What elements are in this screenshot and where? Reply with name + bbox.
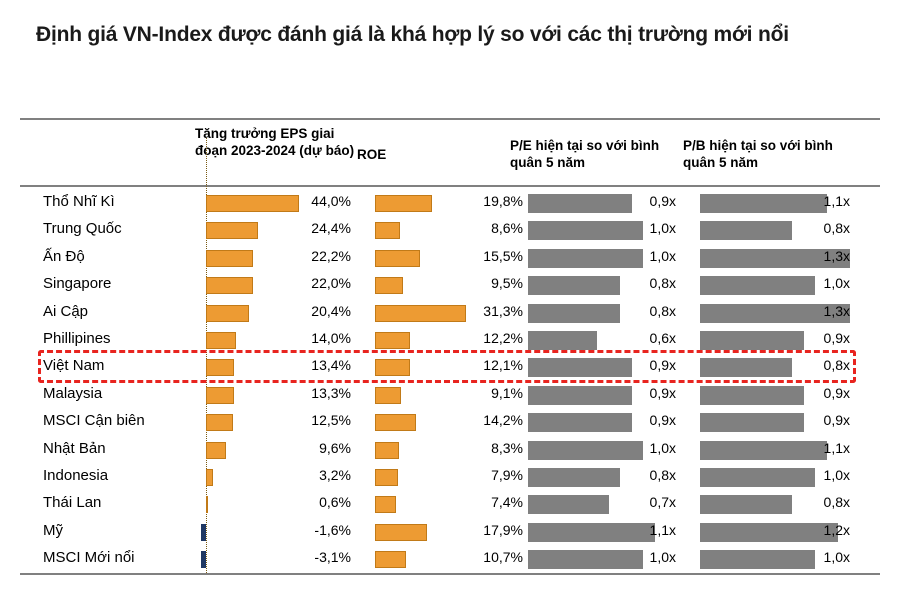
eps-value: 3,2% <box>319 467 351 483</box>
row-label-market: Malaysia <box>43 384 103 402</box>
pe-value: 0,9x <box>649 384 676 401</box>
table-row <box>20 436 880 466</box>
pe-bar <box>528 331 597 350</box>
pb-value: 0,8x <box>823 220 850 237</box>
eps-bar <box>206 332 236 349</box>
pe-value: 1,1x <box>649 521 676 538</box>
roe-bar <box>375 359 410 376</box>
table-row <box>20 353 880 383</box>
roe-bar <box>375 442 399 459</box>
row-label-market: Nhật Bản <box>43 439 106 457</box>
page-title: Định giá VN-Index được đánh giá là khá hợp lý so với các thị trường mới nổi <box>36 23 789 46</box>
pe-value: 0,9x <box>649 412 676 429</box>
row-label-market: Trung Quốc <box>43 220 122 238</box>
pe-value: 1,0x <box>649 247 676 264</box>
pe-value: 0,8x <box>649 302 676 319</box>
table-row <box>20 545 880 575</box>
roe-value: 8,6% <box>491 220 523 237</box>
eps-value: 24,4% <box>311 220 351 237</box>
eps-value: 20,4% <box>311 302 351 319</box>
roe-bar <box>375 551 406 568</box>
row-label-market: Thổ Nhĩ Kì <box>43 193 115 210</box>
roe-bar <box>375 414 416 431</box>
table-row <box>20 326 880 356</box>
roe-bar <box>375 496 396 513</box>
table-row <box>20 244 880 274</box>
pe-value: 0,6x <box>649 330 676 346</box>
row-label-market: Việt Nam <box>43 357 105 375</box>
row-label-market: Phillipines <box>43 330 111 347</box>
pb-value: 1,1x <box>823 193 850 209</box>
roe-bar <box>375 222 400 239</box>
table-row <box>20 271 880 301</box>
roe-value: 7,9% <box>491 467 523 483</box>
rule-header <box>20 185 880 187</box>
roe-bar <box>375 387 401 404</box>
eps-bar <box>206 442 226 459</box>
eps-bar <box>201 524 206 541</box>
pe-value: 1,0x <box>649 549 676 566</box>
roe-value: 14,2% <box>483 412 523 429</box>
pb-value: 0,9x <box>823 412 850 429</box>
eps-value: 13,3% <box>311 384 351 401</box>
eps-bar <box>206 496 208 513</box>
rule-top <box>20 118 880 120</box>
roe-value: 12,1% <box>483 357 523 374</box>
pe-value: 0,7x <box>649 494 676 511</box>
roe-value: 17,9% <box>483 521 523 538</box>
eps-bar <box>206 305 249 322</box>
roe-value: 9,1% <box>491 384 523 401</box>
eps-value: 22,0% <box>311 275 351 292</box>
row-label-market: MSCI Cận biên <box>43 412 145 430</box>
pe-value: 0,8x <box>649 467 676 483</box>
comparison-table-chart <box>20 118 880 574</box>
roe-value: 15,5% <box>483 247 523 264</box>
eps-value: 14,0% <box>311 330 351 346</box>
row-label-market: Singapore <box>43 275 112 293</box>
roe-value: 7,4% <box>491 494 523 511</box>
roe-value: 31,3% <box>483 302 523 319</box>
roe-bar <box>375 277 403 294</box>
table-row <box>20 463 880 493</box>
roe-bar <box>375 524 427 541</box>
pb-value: 1,2x <box>823 521 850 538</box>
row-label-market: Ai Cập <box>43 302 89 320</box>
eps-bar <box>206 277 253 294</box>
eps-value: 9,6% <box>319 439 351 456</box>
eps-bar <box>206 250 253 267</box>
eps-bar <box>206 469 213 486</box>
eps-value: 13,4% <box>311 357 351 374</box>
pb-value: 1,0x <box>823 549 850 566</box>
row-label-market: Thái Lan <box>43 494 102 512</box>
pb-value: 1,3x <box>823 247 850 264</box>
pb-value: 1,1x <box>823 439 850 456</box>
eps-bar <box>201 551 206 568</box>
row-label-market: Mỹ <box>43 521 63 539</box>
row-label-market: Ấn Độ <box>43 247 85 265</box>
pb-value: 0,9x <box>823 384 850 401</box>
eps-bar <box>206 359 234 376</box>
eps-bar <box>206 414 233 431</box>
roe-value: 10,7% <box>483 549 523 566</box>
roe-bar <box>375 250 420 267</box>
table-row <box>20 490 880 520</box>
eps-value: 0,6% <box>319 494 351 511</box>
table-row <box>20 381 880 411</box>
eps-bar <box>206 387 234 404</box>
eps-value: 22,2% <box>311 247 351 264</box>
pe-value: 0,9x <box>649 357 676 374</box>
eps-value: 44,0% <box>311 193 351 209</box>
pe-value: 1,0x <box>649 439 676 456</box>
roe-bar <box>375 195 432 212</box>
row-label-market: MSCI Mới nổi <box>43 549 135 567</box>
column-header-eps: Tăng trưởng EPS giai đoạn 2023-2024 (dự báo) <box>195 126 355 158</box>
table-row <box>20 518 880 548</box>
pb-value: 0,8x <box>823 494 850 511</box>
pe-value: 1,0x <box>649 220 676 237</box>
pe-bar <box>528 495 609 514</box>
pb-value: 0,9x <box>823 330 850 346</box>
pb-value: 1,3x <box>823 302 850 319</box>
eps-bar <box>206 222 258 239</box>
eps-value: -1,6% <box>314 521 351 538</box>
pb-value: 1,0x <box>823 467 850 483</box>
table-row <box>20 299 880 329</box>
table-row <box>20 216 880 246</box>
eps-value: 12,5% <box>311 412 351 429</box>
roe-value: 9,5% <box>491 275 523 292</box>
pb-value: 0,8x <box>823 357 850 374</box>
column-header-roe: ROE <box>357 147 387 162</box>
roe-bar <box>375 332 410 349</box>
table-row <box>20 189 880 219</box>
roe-bar <box>375 469 398 486</box>
row-label-market: Indonesia <box>43 467 109 484</box>
pe-value: 0,8x <box>649 275 676 292</box>
eps-value: -3,1% <box>314 549 351 566</box>
column-header-pe: P/E hiện tại so với bình quân 5 năm <box>510 138 660 170</box>
pe-value: 0,9x <box>649 193 676 209</box>
roe-value: 19,8% <box>483 193 523 209</box>
roe-value: 12,2% <box>483 330 523 346</box>
pb-value: 1,0x <box>823 275 850 292</box>
table-row <box>20 408 880 438</box>
column-header-pb: P/B hiện tại so với bình quân 5 năm <box>683 138 833 170</box>
roe-value: 8,3% <box>491 439 523 456</box>
